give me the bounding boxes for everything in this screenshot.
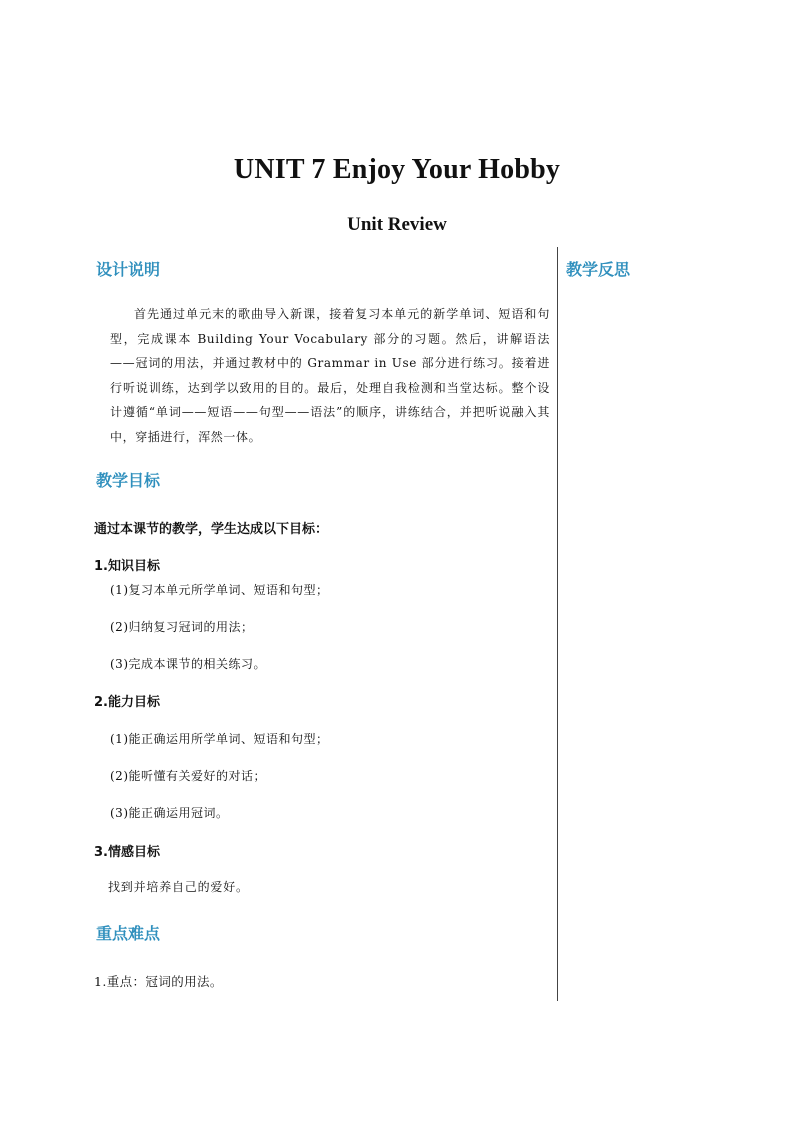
knowledge-item: (1)复习本单元所学单词、短语和句型； [110,583,329,597]
ability-item: (3)能正确运用冠词。 [110,806,229,820]
emotion-objectives-title: 3.情感目标 [94,845,160,860]
keypoints-heading: 重点难点 [96,924,161,943]
keypoint-line: 1.重点：冠词的用法。 [94,974,223,989]
column-divider [557,247,558,1001]
ability-objectives-title: 2.能力目标 [94,695,160,710]
document-subtitle: Unit Review [347,214,447,235]
objectives-intro: 通过本课节的教学，学生达成以下目标： [94,522,329,537]
ability-item: (2)能听懂有关爱好的对话； [110,769,266,783]
knowledge-item: (2)归纳复习冠词的用法； [110,620,254,634]
ability-item: (1)能正确运用所学单词、短语和句型； [110,732,329,746]
emotion-item: 找到并培养自己的爱好。 [108,880,249,894]
design-paragraph: 首先通过单元末的歌曲导入新课，接着复习本单元的新学单词、短语和句型，完成课本 Building Your Vocabulary 部分的习题。然后，讲解语法——冠词的用法，并通过教材中的 Grammar in Use 部分进行练习。接着进行听说训练，达到学以致用的目的。最后，处理自我检测和当堂达标。整个设计遵循“单词——短语——句型——语法”的顺序，讲练结合，并把听说融入其中，穿插进行，浑然一体。 [110,307,550,444]
knowledge-item: (3)完成本课节的相关练习。 [110,657,266,671]
reflection-heading: 教学反思 [566,260,631,279]
objectives-heading: 教学目标 [96,471,161,490]
document-title: UNIT 7 Enjoy Your Hobby [233,154,561,185]
design-heading: 设计说明 [96,260,161,279]
knowledge-objectives-title: 1.知识目标 [94,559,160,574]
